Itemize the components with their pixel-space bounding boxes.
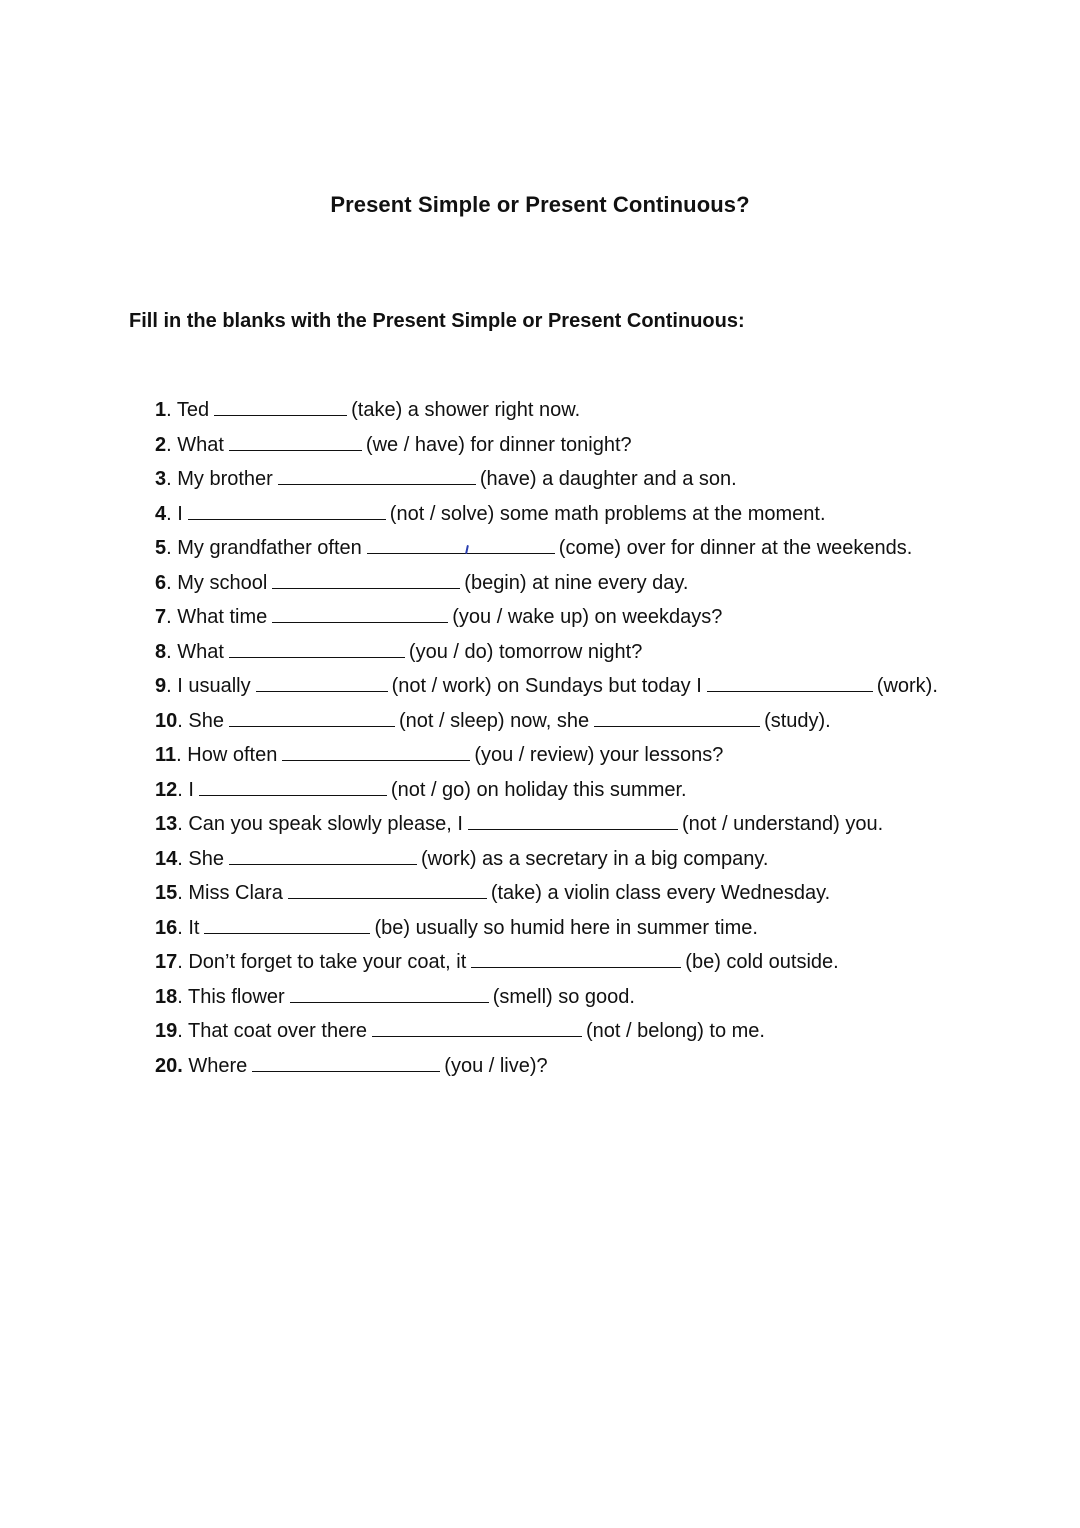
answer-blank[interactable]	[707, 674, 873, 692]
exercise-item	[155, 672, 938, 707]
exercise-text: . I	[177, 778, 194, 801]
answer-blank[interactable]	[288, 881, 487, 899]
exercise-text: (be) usually so humid here in summer time.	[374, 916, 758, 939]
exercise-item	[155, 1052, 938, 1087]
exercise-number: 2	[155, 433, 167, 456]
answer-blank[interactable]	[256, 674, 388, 692]
exercise-text: . My school	[166, 571, 268, 594]
exercise-number: 11	[155, 744, 177, 766]
exercise-number: 4	[155, 502, 167, 525]
exercise-list	[155, 396, 938, 1086]
exercise-text: (you / wake up) on weekdays?	[452, 606, 723, 628]
answer-blank[interactable]	[229, 847, 417, 865]
answer-blank[interactable]	[278, 467, 476, 485]
exercise-text: Where	[182, 1054, 248, 1077]
answer-blank[interactable]	[229, 433, 362, 451]
answer-blank[interactable]	[199, 778, 387, 796]
exercise-item	[155, 948, 938, 983]
answer-blank[interactable]	[229, 640, 405, 658]
answer-blank[interactable]	[229, 709, 395, 727]
exercise-text: . What	[166, 433, 224, 456]
exercise-item	[155, 983, 938, 1018]
exercise-number: 10	[155, 709, 178, 732]
exercise-item	[155, 1017, 938, 1052]
answer-blank[interactable]	[471, 950, 681, 968]
exercise-item	[155, 776, 938, 811]
exercise-text: (you / do) tomorrow night?	[408, 640, 643, 663]
exercise-text: (not / go) on holiday this summer.	[390, 778, 687, 801]
answer-blank[interactable]	[272, 605, 448, 623]
exercise-text: . My brother	[166, 468, 273, 490]
exercise-text: (work).	[876, 675, 938, 697]
exercise-item	[155, 845, 938, 880]
exercise-text: (study).	[764, 709, 831, 732]
exercise-text: . Don’t forget to take your coat, it	[177, 951, 467, 973]
exercise-text: (take) a violin class every Wednesday.	[490, 882, 831, 904]
exercise-item	[155, 465, 938, 500]
exercise-text: (take) a shower right now.	[351, 399, 581, 421]
answer-blank[interactable]	[290, 985, 489, 1003]
exercise-number: 20.	[155, 1054, 183, 1077]
exercise-text: (we / have) for dinner tonight?	[365, 433, 632, 456]
exercise-text: (you / live)?	[444, 1054, 548, 1077]
exercise-number: 12	[155, 778, 178, 801]
exercise-text: . I	[166, 502, 183, 525]
answer-blank[interactable]	[214, 398, 347, 416]
exercise-item	[155, 534, 938, 569]
answer-blank[interactable]	[188, 502, 386, 520]
exercise-item	[155, 396, 938, 431]
exercise-text: . Miss Clara	[177, 882, 283, 904]
exercise-text: (smell) so good.	[492, 985, 635, 1008]
exercise-number: 6	[155, 571, 167, 594]
exercise-text: (come) over for dinner at the weekends.	[558, 537, 913, 559]
exercise-text: . What	[166, 640, 224, 663]
exercise-number: 16	[155, 916, 178, 939]
exercise-number: 1	[155, 399, 167, 421]
exercise-text: . This flower	[177, 985, 285, 1008]
exercise-number: 3	[155, 468, 167, 490]
exercise-number: 18	[155, 985, 178, 1008]
exercise-item	[155, 500, 938, 535]
exercise-item	[155, 603, 938, 638]
exercise-item	[155, 914, 938, 949]
exercise-item	[155, 638, 938, 673]
exercise-text: . She	[177, 709, 224, 732]
instructions: Fill in the blanks with the Present Simple or Present Continuous:	[129, 310, 745, 332]
exercise-number: 9	[155, 675, 167, 697]
answer-blank[interactable]	[367, 536, 555, 554]
answer-blank[interactable]	[204, 916, 370, 934]
exercise-text: . How often	[176, 744, 278, 766]
answer-blank[interactable]	[594, 709, 760, 727]
exercise-number: 5	[155, 537, 167, 559]
exercise-number: 19	[155, 1020, 178, 1042]
exercise-item	[155, 569, 938, 604]
exercise-item	[155, 707, 938, 742]
exercise-text: (not / work) on Sundays but today I	[391, 675, 702, 697]
exercise-text: (begin) at nine every day.	[464, 571, 689, 594]
exercise-text: (have) a daughter and a son.	[479, 468, 737, 490]
exercise-text: . I usually	[166, 675, 251, 697]
exercise-item	[155, 431, 938, 466]
exercise-text: . What time	[166, 606, 268, 628]
exercise-number: 8	[155, 640, 167, 663]
exercise-number: 17	[155, 951, 178, 973]
exercise-number: 14	[155, 847, 178, 870]
exercise-text: . That coat over there	[177, 1020, 367, 1042]
exercise-text: . It	[177, 916, 200, 939]
exercise-text: (not / sleep) now, she	[398, 709, 590, 732]
exercise-item	[155, 741, 938, 776]
exercise-text: . Can you speak slowly please, I	[177, 813, 463, 835]
exercise-text: (not / understand) you.	[681, 813, 884, 835]
answer-blank[interactable]	[272, 571, 460, 589]
exercise-text: (not / solve) some math problems at the moment.	[389, 502, 826, 525]
exercise-text: (work) as a secretary in a big company.	[420, 847, 769, 870]
answer-blank[interactable]	[282, 743, 470, 761]
exercise-number: 13	[155, 813, 178, 835]
exercise-number: 15	[155, 882, 178, 904]
page-title: Present Simple or Present Continuous?	[330, 192, 750, 217]
exercise-number: 7	[155, 606, 167, 628]
answer-blank[interactable]	[372, 1019, 582, 1037]
exercise-text: (be) cold outside.	[685, 951, 839, 973]
exercise-text: (not / belong) to me.	[586, 1020, 765, 1042]
answer-blank[interactable]	[468, 812, 678, 830]
exercise-text: . She	[177, 847, 224, 870]
exercise-text: (you / review) your lessons?	[474, 744, 724, 766]
exercise-item	[155, 879, 938, 914]
exercise-item	[155, 810, 938, 845]
exercise-text: . Ted	[166, 399, 210, 421]
exercise-text: . My grandfather often	[166, 537, 362, 559]
answer-blank[interactable]	[252, 1054, 440, 1072]
